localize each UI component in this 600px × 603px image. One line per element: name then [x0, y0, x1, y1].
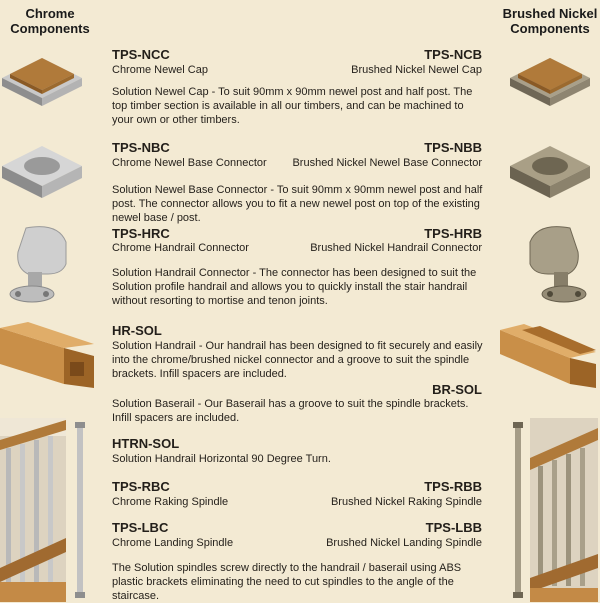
- tps-hrc-code: TPS-HRC: [112, 226, 170, 241]
- tps-lbc-code: TPS-LBC: [112, 520, 169, 535]
- newel-cap-description: Solution Newel Cap - To suit 90mm x 90mm newel post and half post. The top timber section is available in all our timbers, and can be machined to your own or other timbers.: [112, 86, 473, 126]
- chrome-newel-base-connector-label: Chrome Newel Base Connector: [112, 157, 267, 169]
- tps-nbb-code: TPS-NBB: [424, 140, 482, 155]
- solution-handrail-image: [0, 322, 96, 392]
- handrail-turn-description: Solution Handrail Horizontal 90 Degree Turn.: [112, 453, 331, 465]
- solution-baserail-image: [500, 324, 598, 392]
- tps-hrb-code: TPS-HRB: [424, 226, 482, 241]
- handrail-connector-description: Solution Handrail Connector - The connector has been designed to suit the Solution profile handrail and allows you to quickly install the stair handrail without resorting to mortise and tenon joints.: [112, 267, 477, 307]
- hr-sol-code: HR-SOL: [112, 323, 162, 338]
- chrome-newel-base-connector-image: [0, 142, 84, 200]
- chrome-newel-cap-image: [0, 52, 84, 106]
- brushed-nickel-handrail-connector-label: Brushed Nickel Handrail Connector: [310, 242, 482, 254]
- htrn-sol-code: HTRN-SOL: [112, 436, 180, 451]
- brushed-nickel-newel-cap-image: [508, 52, 592, 106]
- brushed-nickel-components-heading: Brushed Nickel Components: [502, 6, 598, 36]
- brushed-nickel-newel-base-connector-label: Brushed Nickel Newel Base Connector: [292, 157, 482, 169]
- chrome-components-heading: Chrome Components: [10, 6, 90, 36]
- chrome-raking-spindle-label: Chrome Raking Spindle: [112, 496, 229, 508]
- baserail-description: Solution Baserail - Our Baserail has a groove to suit the spindle brackets. Infill spacers are included.: [112, 398, 469, 424]
- brushed-nickel-spindle-image: [510, 422, 526, 598]
- br-sol-code: BR-SOL: [432, 382, 482, 397]
- chrome-newel-cap-label: Chrome Newel Cap: [112, 64, 208, 76]
- tps-nbc-code: TPS-NBC: [112, 140, 170, 155]
- chrome-spindle-staircase-image: [0, 418, 66, 602]
- brushed-nickel-spindle-staircase-image: [530, 418, 598, 602]
- brushed-nickel-handrail-connector-image: [512, 222, 594, 304]
- handrail-description: Solution Handrail - Our handrail has been designed to fit securely and easily into the chrome/brushed nickel connector and a groove to suit the spindle brackets. Infill spacers are included.: [112, 340, 483, 380]
- tps-ncb-code: TPS-NCB: [424, 47, 482, 62]
- tps-rbb-code: TPS-RBB: [424, 479, 482, 494]
- brushed-nickel-newel-cap-label: Brushed Nickel Newel Cap: [351, 64, 482, 76]
- newel-base-connector-description: Solution Newel Base Connector - To suit 90mm x 90mm newel post and half post. The connector allows you to fit a new newel post on top of the existing newel base / post.: [112, 184, 483, 224]
- brushed-nickel-newel-base-connector-image: [508, 142, 592, 200]
- spindles-description: The Solution spindles screw directly to the handrail / baserail using ABS plastic brackets eliminating the need to cut spindles to the angle of the staircase.: [112, 562, 462, 602]
- tps-rbc-code: TPS-RBC: [112, 479, 170, 494]
- chrome-handrail-connector-image: [2, 222, 84, 304]
- chrome-spindle-image: [72, 422, 88, 598]
- chrome-landing-spindle-label: Chrome Landing Spindle: [112, 537, 234, 549]
- tps-lbb-code: TPS-LBB: [425, 520, 482, 535]
- chrome-handrail-connector-label: Chrome Handrail Connector: [112, 242, 249, 254]
- brushed-nickel-landing-spindle-label: Brushed Nickel Landing Spindle: [326, 537, 482, 549]
- tps-ncc-code: TPS-NCC: [112, 47, 170, 62]
- brushed-nickel-raking-spindle-label: Brushed Nickel Raking Spindle: [330, 496, 482, 508]
